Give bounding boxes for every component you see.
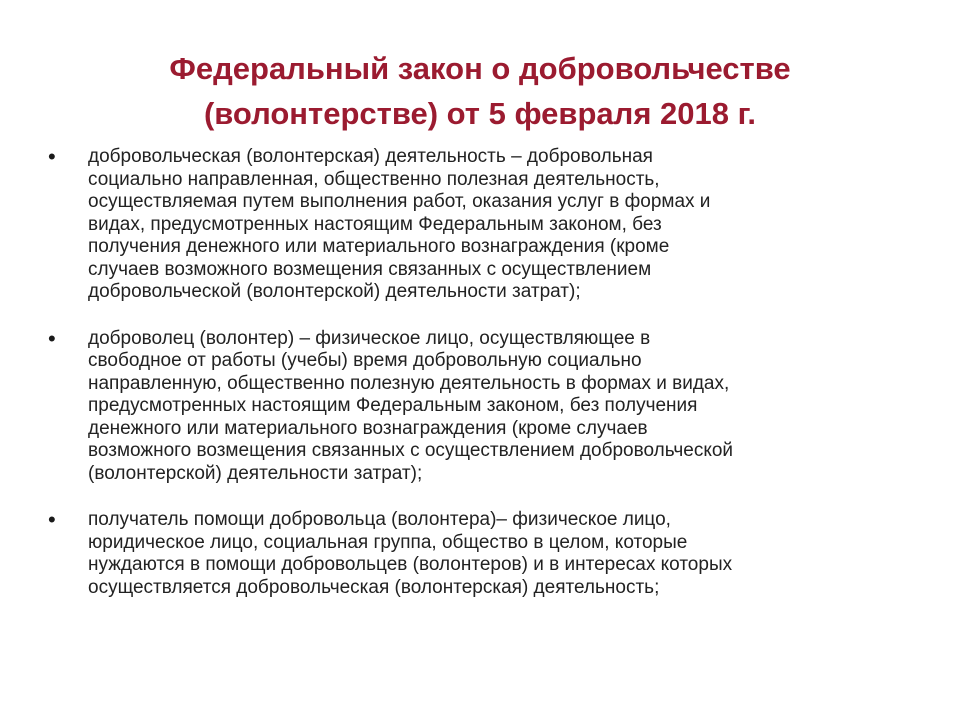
bullet-line: юридическое лицо, социальная группа, общество в целом, которые <box>88 531 688 553</box>
bullet-line: свободное от работы (учебы) время добровольную социально <box>88 350 642 371</box>
bullet-item-aid-recipient <box>48 509 928 599</box>
bullet-dot-icon: • <box>48 144 56 169</box>
bullet-line: осуществляется добровольческая (волонтерская) деятельность; <box>88 576 660 598</box>
bullet-item-volunteer-activity <box>48 146 928 304</box>
bullet-dot-icon: • <box>48 507 56 532</box>
bullet-line: добровольческая (волонтерская) деятельность – добровольная <box>88 146 653 167</box>
slide-title <box>60 46 900 136</box>
bullet-dot-icon: • <box>48 325 56 351</box>
bullet-text <box>88 509 928 599</box>
bullet-line: предусмотренных настоящим Федеральным законом, без получения <box>88 395 698 416</box>
slide-title-line-2: (волонтерстве) от 5 февраля 2018 г. <box>203 96 757 131</box>
bullet-item-volunteer <box>48 325 928 486</box>
bullet-line: (волонтерской) деятельности затрат); <box>88 462 423 484</box>
bullet-line: случаев возможного возмещения связанных с осуществлением <box>88 258 652 280</box>
bullet-line: возможного возмещения связанных с осуществлением добровольческой <box>88 440 734 461</box>
bullet-line: добровольческой (волонтерской) деятельности затрат); <box>88 281 581 302</box>
bullet-line: доброволец (волонтер) – физическое лицо, осуществляющее в <box>88 327 651 349</box>
bullet-line: направленную, общественно полезную деятельность в формах и видах, <box>88 372 730 394</box>
bullet-line: социально направленная, общественно полезная деятельность, <box>88 168 660 190</box>
bullet-line: получатель помощи добровольца (волонтера)– физическое лицо, <box>88 509 671 530</box>
bullet-line: видах, предусмотренных настоящим Федеральным законом, без <box>88 213 662 235</box>
bullet-line: денежного или материального вознаграждения (кроме случаев <box>88 417 648 439</box>
bullet-list <box>48 146 928 623</box>
bullet-line: осуществляемая путем выполнения работ, оказания услуг в формах и <box>88 191 711 212</box>
slide-title-line-1: Федеральный закон о добровольчестве <box>169 51 791 86</box>
bullet-text <box>88 146 928 304</box>
bullet-line: получения денежного или материального вознаграждения (кроме <box>88 236 670 257</box>
bullet-line: нуждаются в помощи добровольцев (волонтеров) и в интересах которых <box>88 554 733 575</box>
bullet-text <box>88 328 928 486</box>
